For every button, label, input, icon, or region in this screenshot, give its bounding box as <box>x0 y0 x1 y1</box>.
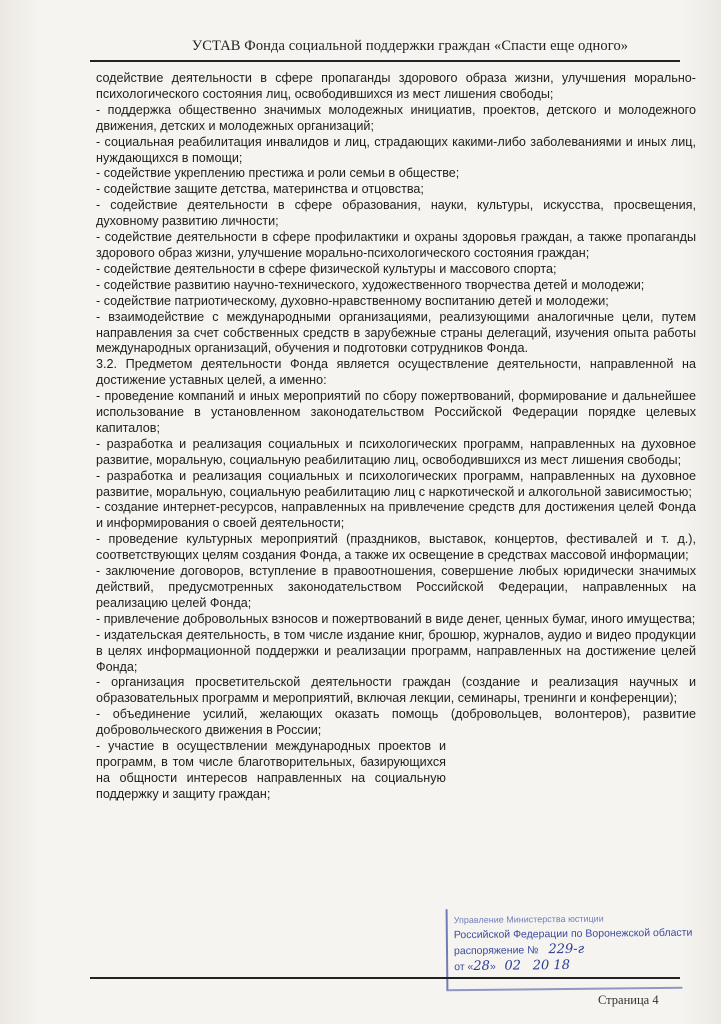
paragraph: - содействие патриотическому, духовно-нравственному воспитанию детей и молодежи; <box>96 293 609 308</box>
stamp-line-region: Российской Федерации по Воронежской области <box>453 926 693 942</box>
stamp-order-number: 229-г <box>548 941 585 958</box>
paragraph: - организация просветительской деятельности граждан (создание и реализация научных и образовательных программ и мероприятий, включая лекции, семинары, тренинги и конференции); <box>96 675 696 706</box>
paragraph: - содействие укреплению престижа и роли семьи в обществе; <box>96 166 460 181</box>
paragraph: - привлечение добровольных взносов и пожертвований в виде денег, ценных бумаг, иного имущества; <box>96 611 696 626</box>
document-body <box>96 71 696 803</box>
footer-divider <box>90 977 680 979</box>
paragraph: - содействие развитию научно-технического, художественного творчества детей и молодежи; <box>96 277 645 292</box>
paragraph: содействие деятельности в сфере пропаганды здорового образа жизни, улучшения морально-психологического состояния лиц, освободившихся из мест лишения свободы; <box>96 71 696 101</box>
paragraph: - участие в осуществлении международных проектов и программ, в том числе благотворительных, базирующихся на общности интересов направленных на социальную поддержку и защиту граждан; <box>96 739 446 801</box>
page-number: Страница 4 <box>598 993 659 1007</box>
paragraph: - проведение культурных мероприятий (праздников, выставок, концертов, фестивалей и т. д.), соответствующих целям создания Фонда, а также их освещение в средствах массовой информации; <box>96 532 696 563</box>
paragraph: - разработка и реализация социальных и психологических программ, направленных на духовное развитие, моральную, социальную реабилитацию лиц с наркотической и алкогольной зависимостью; <box>96 468 696 499</box>
document-header-title: УСТАВ Фонда социальной поддержки граждан «Спасти еще одного» <box>191 38 629 54</box>
paragraph: - содействие деятельности в сфере физической культуры и массового спорта; <box>96 261 557 276</box>
paragraph: - содействие деятельности в сфере профилактики и охраны здоровья граждан, а также пропаганды здорового образ жизни, улучшение морально-психологического состояния граждан; <box>96 230 696 260</box>
stamp-date-label: от « <box>454 960 474 974</box>
header-divider <box>90 60 680 62</box>
paragraph: - содействие защите детства, материнства и отцовства; <box>96 182 424 197</box>
stamp-date-day: 28 <box>473 958 490 974</box>
paragraph: - объединение усилий, желающих оказать помощь (добровольцев, волонтеров), развитие добровольческого движения в России; <box>96 707 696 738</box>
stamp-line-ministry: Управление Министерства юстиции <box>453 913 604 926</box>
stamp-date-month: 02 <box>504 958 522 974</box>
paragraph: - заключение договоров, вступление в правоотношения, совершение любых юридически значимых действий, предусмотренных законодательством Российской Федерации, направленных на реализацию целей Фонда; <box>96 564 696 610</box>
paragraph: - разработка и реализация социальных и психологических программ, направленных на духовное развитие, моральную, социальную реабилитацию лиц, освободившихся из мест лишения свободы; <box>96 436 696 467</box>
paragraph: - проведение компаний и иных мероприятий по сбору пожертвований, формирование и дальнейшее использование в установленном законодательством Российской Федерации порядке целевых капиталов; <box>96 389 696 435</box>
paragraph: - создание интернет-ресурсов, направленных на привлечение средств для достижения целей Фонда и информирования о своей деятельности; <box>96 500 696 531</box>
paragraph: - поддержка общественно значимых молодежных инициатив, проектов, детского и молодежного движения, детских и молодежных организаций; <box>96 102 696 133</box>
stamp-line-date: от «28» 02 20 18 <box>454 957 571 974</box>
stamp-date-year: 20 18 <box>532 957 571 974</box>
paragraph: - социальная реабилитация инвалидов и лиц, страдающих какими-либо заболеваниями и иных лиц, нуждающихся в помощи; <box>96 134 696 165</box>
paragraph: - взаимодействие с международными организациями, реализующими аналогичные цели, путем направления за счет собственных средств в зарубежные страны делегаций, изучения опыта работы международных организаций, обучения и подготовки сотрудников Фонда. <box>96 309 696 356</box>
paragraph: - издательская деятельность, в том числе издание книг, брошюр, журналов, аудио и видео продукции в целях информационной поддержки и реализации программ, направленных на достижение целей Фонда; <box>96 627 696 674</box>
section-heading-paragraph: 3.2. Предметом деятельности Фонда является осуществление деятельности, направленной на достижение уставных целей, а именно: <box>96 357 696 388</box>
stamp-order-label: распоряжение № <box>453 944 539 958</box>
paragraph: - содействие деятельности в сфере образования, науки, культуры, искусства, просвещения, духовному развитию личности; <box>96 198 696 229</box>
